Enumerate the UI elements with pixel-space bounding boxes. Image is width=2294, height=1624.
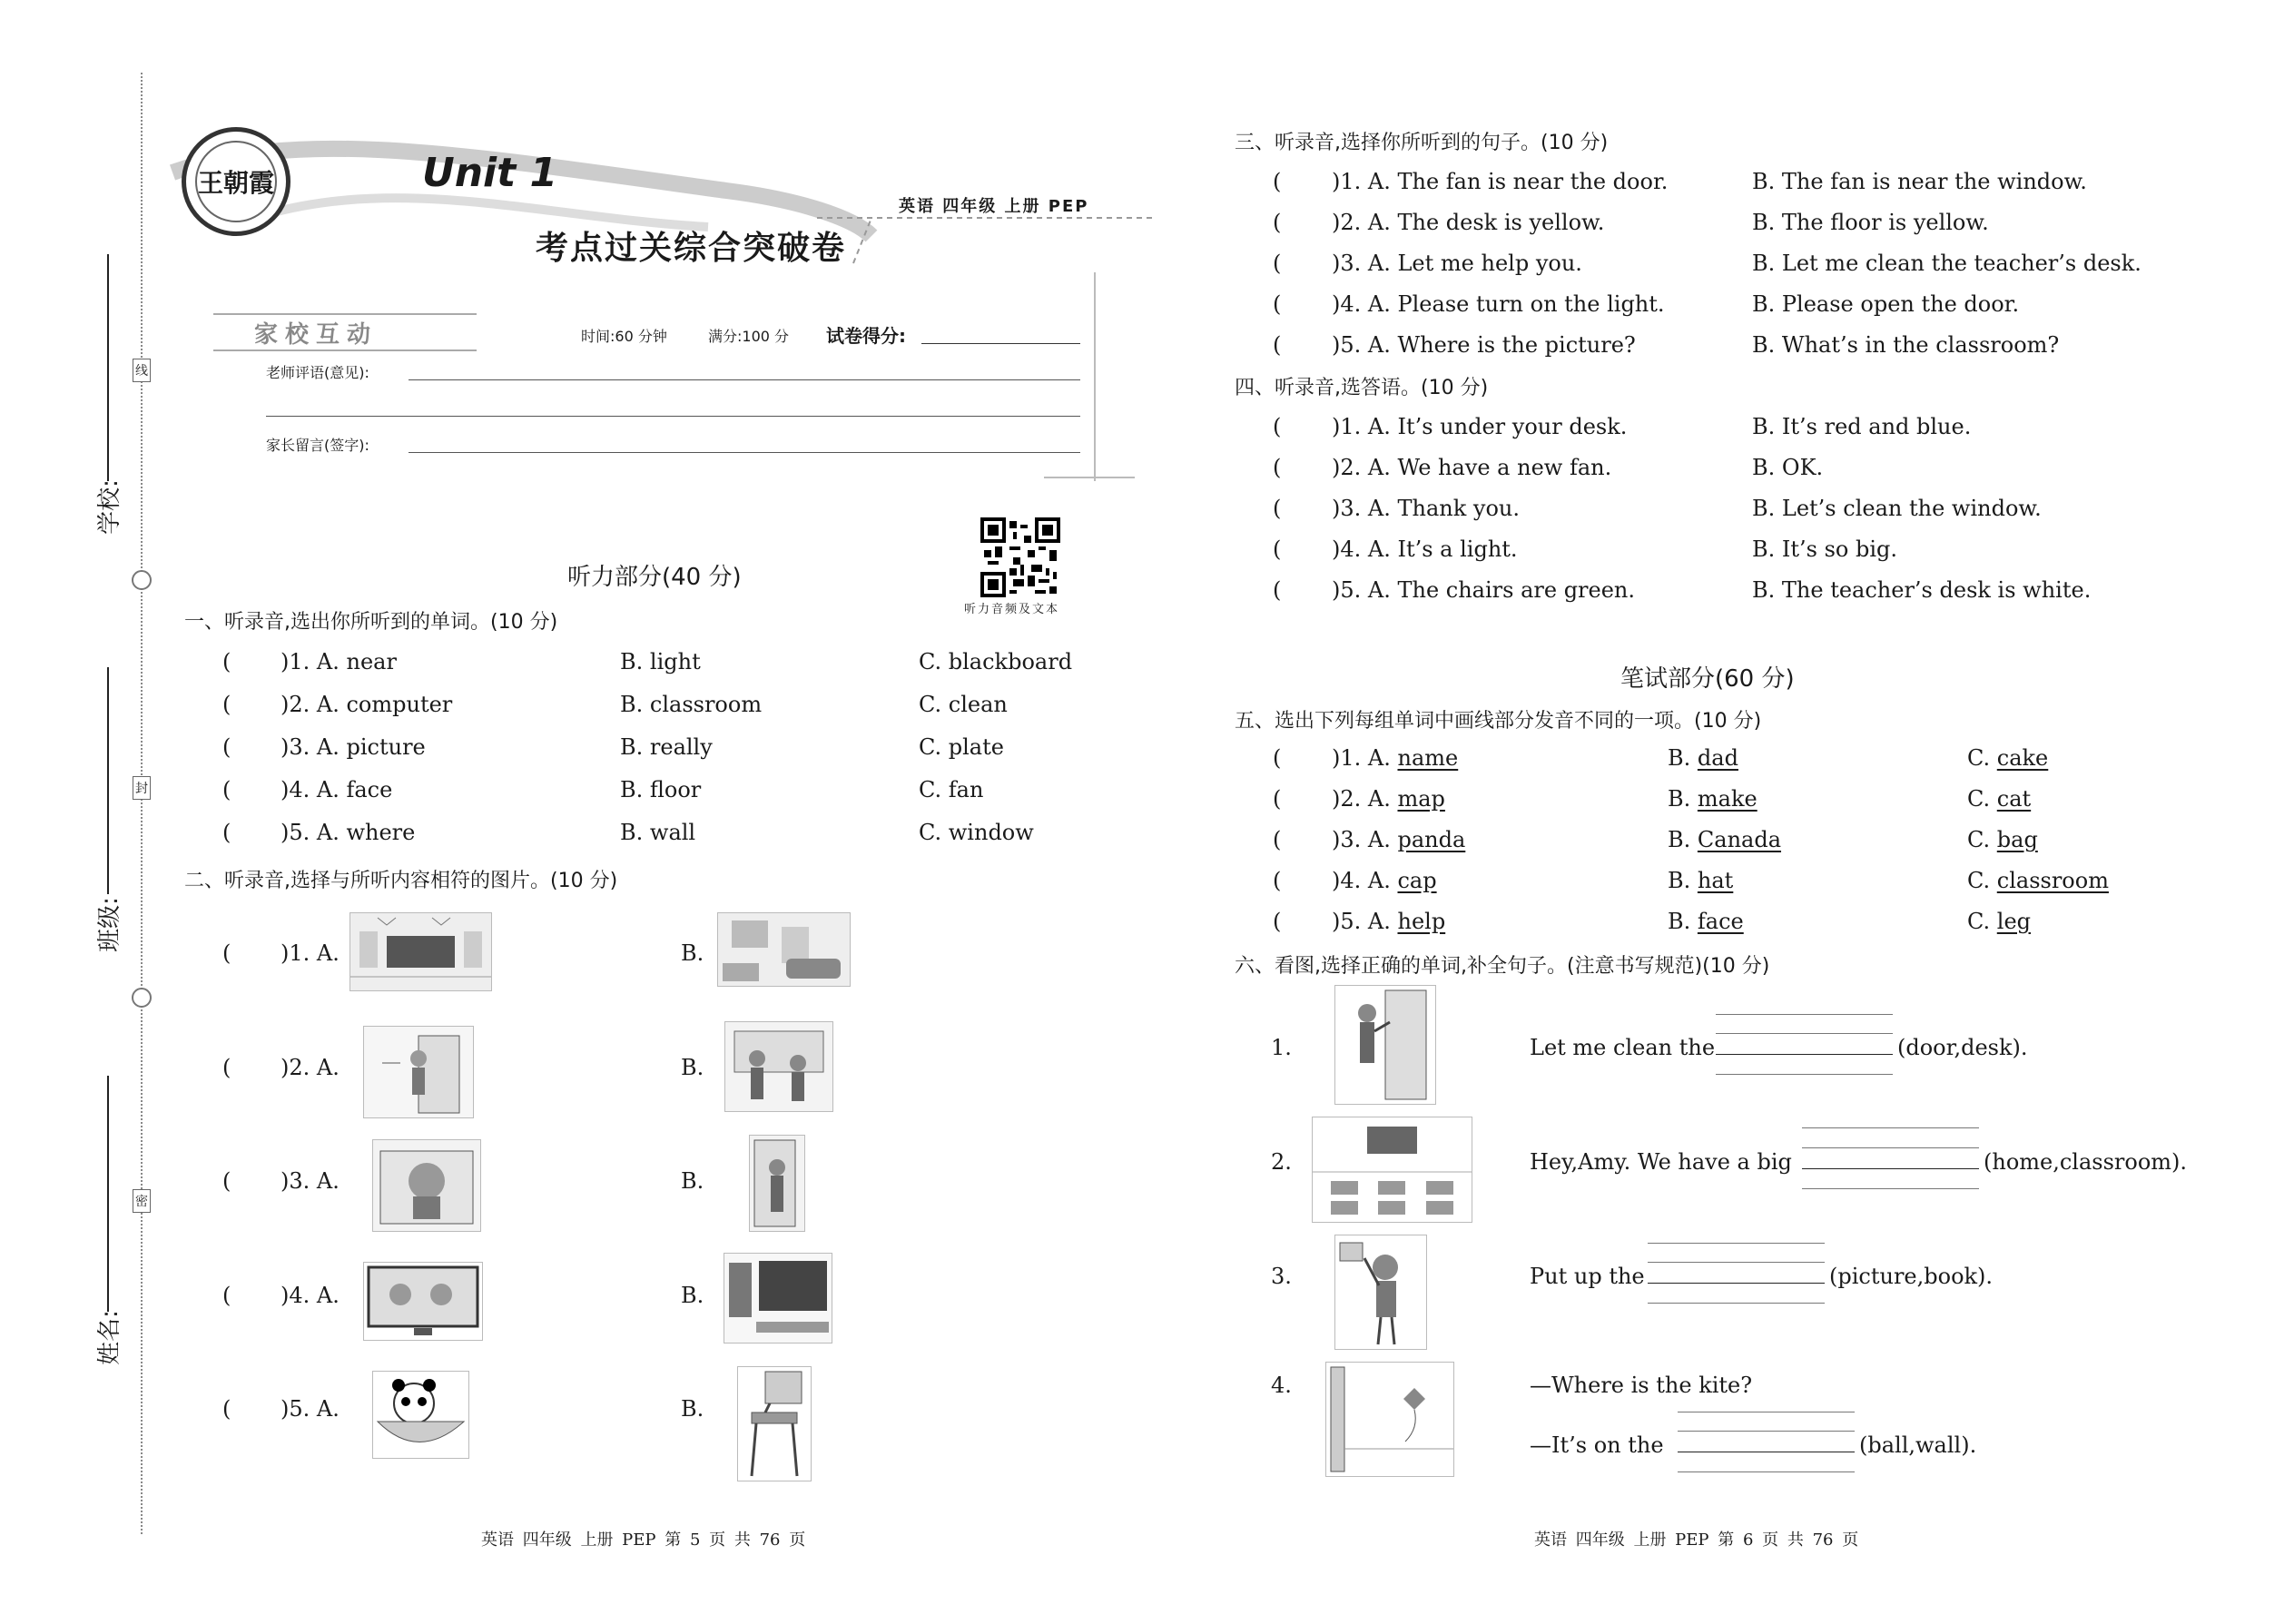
s1-q2-b: B. classroom [620,692,763,717]
s6-q4-text: —It’s on the [1530,1432,1664,1458]
s1-q2-c: C. clean [919,692,1008,717]
s5-q4-a: )4. A. cap [1332,868,1437,893]
s4-q5-a: )5. A. The chairs are green. [1332,577,1636,603]
s2-q1: )1. A. [281,940,340,966]
section-6-title: 六、看图,选择正确的单词,补全句子。(注意书写规范)(10 分) [1235,955,1770,978]
s1-q1-c: C. blackboard [919,649,1073,674]
s5-q4-c: C. classroom [1967,868,2109,893]
listening-title: 听力部分(40 分) [567,564,742,591]
s5-q1-a: )1. A. name [1332,745,1459,771]
s1-q3-b: B. really [620,734,713,760]
teacher-comment-line [409,379,1080,380]
classroom-image [1312,1117,1472,1223]
binding-dotted-line [141,73,143,1534]
kids-cleaning-window-image [724,1021,833,1112]
s5-q3-c: C. bag [1967,827,2038,852]
s2-q1-b: B. [681,940,704,966]
seal-mark-line: 线 [133,359,151,382]
class-line [107,667,109,894]
answer-paren[interactable]: ( [222,649,231,674]
s1-q5-b: B. wall [620,820,696,845]
frame-corner [1094,272,1141,481]
s6-q2-text: Hey,Amy. We have a big [1530,1149,1792,1175]
s2-q3: )3. A. [281,1168,340,1194]
s5-q5-b: B. face [1668,909,1744,934]
answer-paren[interactable]: ( [1273,868,1282,893]
writing-line[interactable] [1802,1147,1979,1148]
badge-rule [213,349,477,351]
s2-q4-b: B. [681,1283,704,1308]
s3-q1-a: )1. A. The fan is near the door. [1332,169,1669,194]
answer-paren[interactable]: ( [1273,169,1282,194]
name-label: 姓名: [95,1310,123,1365]
boy-at-door-image [363,1026,474,1118]
answer-paren[interactable]: ( [222,1055,231,1080]
s4-q1-b: B. It’s red and blue. [1752,414,1972,439]
computer-image [724,1253,832,1343]
s1-q1-b: B. light [620,649,701,674]
s1-q2: )2. A. computer [281,692,453,717]
score-info: 满分:100 分 [708,328,790,345]
s3-q4-b: B. Please open the door. [1752,291,2020,317]
writing-line[interactable] [1716,1033,1893,1034]
answer-paren[interactable]: ( [1273,332,1282,358]
writing-line[interactable] [1716,1074,1893,1075]
answer-paren[interactable]: ( [1273,455,1282,480]
s1-q3: )3. A. picture [281,734,426,760]
s5-q2-b: B. make [1668,786,1757,812]
chair-image [737,1366,812,1481]
s5-q1-b: B. dad [1668,745,1738,771]
s3-q2-b: B. The floor is yellow. [1752,210,1989,235]
section-2-title: 二、听录音,选择与所听内容相符的图片。(10 分) [184,870,618,892]
s6-q2-options: (home,classroom). [1984,1149,2188,1175]
s5-q5-a: )5. A. help [1332,909,1446,934]
s3-q4-a: )4. A. Please turn on the light. [1332,291,1665,317]
answer-paren[interactable]: ( [1273,827,1282,852]
s1-q4: )4. A. face [281,777,393,802]
answer-paren[interactable]: ( [222,777,231,802]
qr-code [980,517,1060,597]
footer-left: 英语 四年级 上册 PEP 第 5 页 共 76 页 [481,1530,806,1550]
exam-title: 考点过关综合突破卷 [536,229,847,267]
room-with-sofa-image [717,912,851,987]
s3-q5-b: B. What’s in the classroom? [1752,332,2060,358]
binding-hole [132,988,152,1008]
s2-q2-b: B. [681,1055,704,1080]
s2-q2: )2. A. [281,1055,340,1080]
answer-paren[interactable]: ( [1273,496,1282,521]
s5-q2-c: C. cat [1967,786,2032,812]
s3-q3-a: )3. A. Let me help you. [1332,251,1582,276]
section-3-title: 三、听录音,选择你所听到的句子。(10 分) [1235,132,1609,154]
seal-mark-seal: 封 [133,776,151,800]
s2-q5: )5. A. [281,1396,340,1422]
s3-q1-b: B. The fan is near the window. [1752,169,2087,194]
s4-q4-a: )4. A. It’s a light. [1332,536,1518,562]
parent-comment-label: 家长留言(签字): [266,437,369,454]
answer-paren[interactable]: ( [222,1283,231,1308]
writing-line[interactable] [1802,1188,1979,1189]
seal-mark-secret: 密 [133,1189,151,1213]
tv-with-animals-image [363,1262,483,1341]
brand-logo-text: 王朝霞 [195,141,277,222]
s1-q4-b: B. floor [620,777,702,802]
home-school-badge: 家校互动 [254,321,379,349]
s4-q2-b: B. OK. [1752,455,1824,480]
s5-q2-a: )2. A. map [1332,786,1445,812]
answer-paren[interactable]: ( [222,734,231,760]
s4-q3-a: )3. A. Thank you. [1332,496,1520,521]
writing-line[interactable] [1678,1431,1855,1432]
s5-q3-b: B. Canada [1668,827,1782,852]
answer-paren[interactable]: ( [1273,786,1282,812]
s6-q1-options: (door,desk). [1897,1035,2028,1060]
s1-q4-c: C. fan [919,777,984,802]
s5-q1-c: C. cake [1967,745,2049,771]
s1-q3-c: C. plate [919,734,1004,760]
qr-caption: 听力音频及文本 [964,603,1060,616]
answer-paren[interactable]: ( [222,820,231,845]
s6-q3-text: Put up the [1530,1264,1645,1289]
badge-rule [213,313,477,315]
s6-q3-num: 3. [1271,1264,1292,1289]
school-label: 学校: [95,479,123,535]
time-info: 时间:60 分钟 [581,328,667,345]
answer-paren[interactable]: ( [1273,291,1282,317]
s2-q3-b: B. [681,1168,704,1194]
panda-in-bowl-image [372,1371,469,1459]
girl-cleaning-door-image [1334,985,1436,1105]
s5-q3-a: )3. A. panda [1332,827,1466,852]
s1-q1: )1. A. near [281,649,397,674]
answer-paren[interactable]: ( [222,1396,231,1422]
writing-line[interactable] [1716,1014,1893,1015]
s6-q2-num: 2. [1271,1149,1292,1175]
answer-paren[interactable]: ( [1273,536,1282,562]
s2-q5-b: B. [681,1396,704,1422]
s6-q4-question: —Where is the kite? [1530,1373,1753,1398]
brand-logo [182,127,290,236]
s3-q5-a: )5. A. Where is the picture? [1332,332,1636,358]
s4-q5-b: B. The teacher’s desk is white. [1752,577,2092,603]
s5-q4-b: B. hat [1668,868,1734,893]
s6-q1-text: Let me clean the [1530,1035,1716,1060]
writing-line[interactable] [1802,1168,1979,1169]
section-5-title: 五、选出下列每组单词中画线部分发音不同的一项。(10 分) [1235,710,1762,733]
boy-putting-up-picture-image [1334,1235,1427,1350]
writing-line[interactable] [1716,1054,1893,1055]
s4-q4-b: B. It’s so big. [1752,536,1898,562]
s4-q1-a: )1. A. It’s under your desk. [1332,414,1628,439]
binding-hole [132,570,152,590]
class-label: 班级: [95,897,123,952]
kite-on-wall-image [1325,1362,1454,1477]
teacher-comment-line [266,416,1080,417]
frame-corner [1044,477,1135,478]
answer-paren[interactable]: ( [1273,577,1282,603]
section-1-title: 一、听录音,选出你所听到的单词。(10 分) [184,611,558,634]
teacher-comment-label: 老师评语(意见): [266,364,369,381]
score-blank [921,343,1080,344]
s2-q4: )4. A. [281,1283,340,1308]
footer-right: 英语 四年级 上册 PEP 第 6 页 共 76 页 [1534,1530,1859,1550]
s4-q3-b: B. Let’s clean the window. [1752,496,2042,521]
subject-tag: 英语 四年级 上册 PEP [899,197,1089,216]
s1-q5: )5. A. where [281,820,416,845]
answer-paren[interactable]: ( [222,1168,231,1194]
answer-paren[interactable]: ( [222,692,231,717]
name-line [107,1076,109,1312]
answer-paren[interactable]: ( [1273,210,1282,235]
girl-at-door-image [749,1135,805,1232]
score-label: 试卷得分: [826,325,906,347]
classroom-scene-image [350,912,492,991]
writing-line[interactable] [1648,1262,1825,1263]
s6-q1-num: 1. [1271,1035,1292,1060]
writing-line[interactable] [1678,1471,1855,1472]
s3-q2-a: )2. A. The desk is yellow. [1332,210,1605,235]
answer-paren[interactable]: ( [1273,745,1282,771]
s5-q5-c: C. leg [1967,909,2032,934]
school-line [107,254,109,481]
s6-q3-options: (picture,book). [1829,1264,1994,1289]
boy-at-window-image [372,1139,481,1232]
answer-paren[interactable]: ( [1273,909,1282,934]
s6-q4-options: (ball,wall). [1859,1432,1977,1458]
writing-line[interactable] [1802,1127,1979,1128]
unit-title: Unit 1 [422,150,558,196]
writing-line[interactable] [1648,1243,1825,1244]
answer-paren[interactable]: ( [222,940,231,966]
writing-line[interactable] [1648,1303,1825,1304]
section-4-title: 四、听录音,选答语。(10 分) [1235,377,1489,399]
parent-comment-line [409,452,1080,453]
writing-line[interactable] [1648,1283,1825,1284]
s1-q5-c: C. window [919,820,1034,845]
written-title: 笔试部分(60 分) [1620,665,1795,693]
answer-paren[interactable]: ( [1273,251,1282,276]
answer-paren[interactable]: ( [1273,414,1282,439]
s3-q3-b: B. Let me clean the teacher’s desk. [1752,251,2141,276]
s6-q4-num: 4. [1271,1373,1292,1398]
s4-q2-a: )2. A. We have a new fan. [1332,455,1612,480]
